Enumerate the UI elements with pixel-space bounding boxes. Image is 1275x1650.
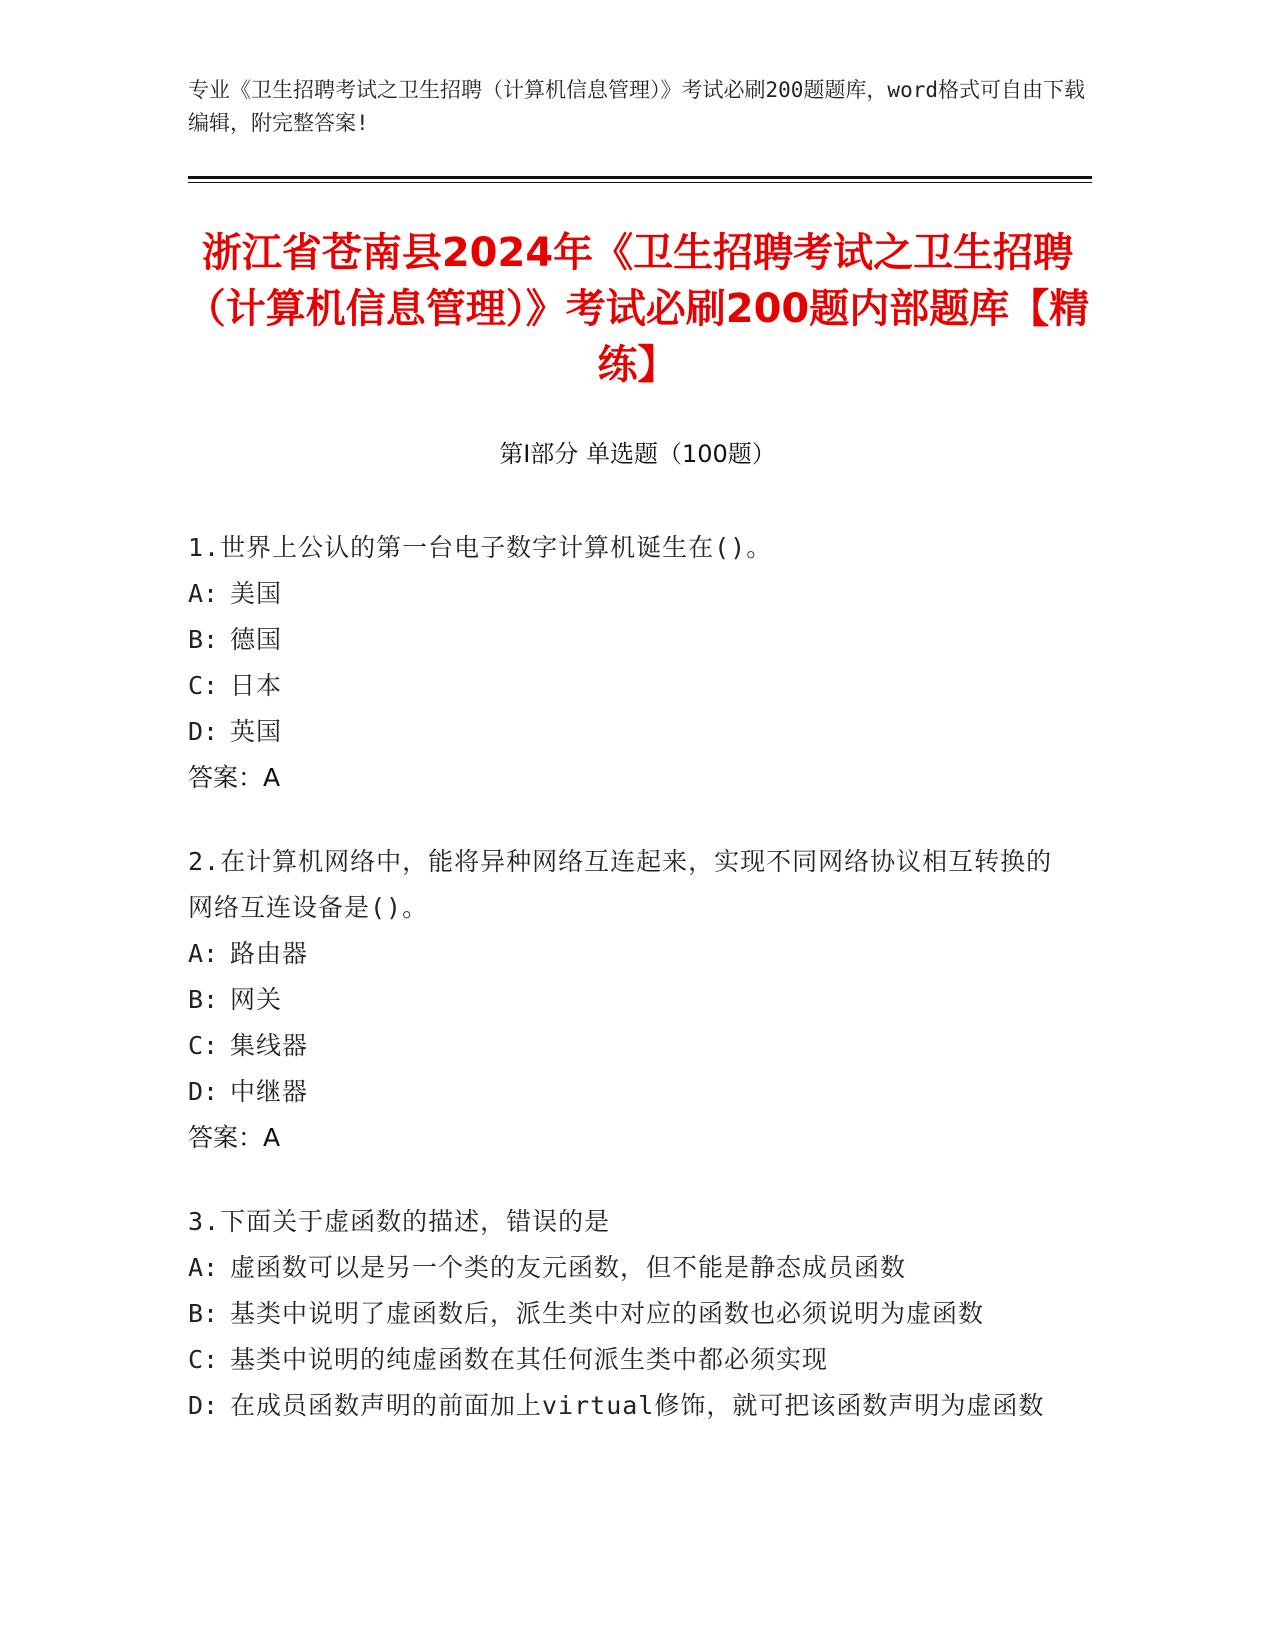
- question-stem: 3.下面关于虚函数的描述，错误的是: [188, 1207, 611, 1236]
- option-text: 虚函数可以是另一个类的友元函数，但不能是静态成员函数: [230, 1253, 907, 1282]
- option-letter: B:: [188, 1299, 219, 1328]
- option-c: [188, 663, 1068, 709]
- option-text: 网关: [230, 985, 283, 1014]
- option-text: 在成员函数声明的前面加上virtual修饰，就可把该函数声明为虚函数: [230, 1391, 1045, 1420]
- option-text: 基类中说明的纯虚函数在其任何派生类中都必须实现: [230, 1345, 829, 1374]
- option-text: 日本: [230, 671, 283, 700]
- section-title: 第I部分 单选题（100题）: [499, 440, 776, 468]
- header-divider-thick: [188, 176, 1092, 179]
- question-2: [188, 839, 1068, 1161]
- option-b: [188, 1291, 1068, 1337]
- option-a: [188, 931, 1068, 977]
- option-letter: B:: [188, 625, 219, 654]
- option-b: [188, 617, 1068, 663]
- option-text: 德国: [230, 625, 283, 654]
- document-title: 浙江省苍南县2024年《卫生招聘考试之卫生招聘（计算机信息管理）》考试必刷200题内部题库【精练】: [185, 230, 1090, 388]
- answer-line: 答案：A: [188, 763, 281, 792]
- option-letter: D:: [188, 1077, 219, 1106]
- question-stem: 2.在计算机网络中，能将异种网络互连起来，实现不同网络协议相互转换的网络互连设备是()。: [188, 847, 1053, 922]
- header-divider-thin: [188, 182, 1092, 183]
- option-a: [188, 571, 1068, 617]
- question-3: [188, 1199, 1068, 1429]
- option-letter: C:: [188, 1031, 219, 1060]
- option-letter: D:: [188, 1391, 219, 1420]
- option-a: [188, 1245, 1068, 1291]
- option-text: 美国: [230, 579, 283, 608]
- option-letter: C:: [188, 1345, 219, 1374]
- option-letter: C:: [188, 671, 219, 700]
- question-list: [188, 525, 1068, 1467]
- option-text: 基类中说明了虚函数后，派生类中对应的函数也必须说明为虚函数: [230, 1299, 985, 1328]
- option-b: [188, 977, 1068, 1023]
- option-c: [188, 1023, 1068, 1069]
- option-d: [188, 709, 1068, 755]
- answer-line: 答案：A: [188, 1123, 281, 1152]
- option-letter: B:: [188, 985, 219, 1014]
- option-letter: D:: [188, 717, 219, 746]
- option-text: 路由器: [230, 939, 309, 968]
- option-text: 英国: [230, 717, 283, 746]
- option-letter: A:: [188, 1253, 219, 1282]
- question-1: [188, 525, 1068, 801]
- option-text: 集线器: [230, 1031, 309, 1060]
- option-d: [188, 1069, 1068, 1115]
- question-stem: 1.世界上公认的第一台电子数字计算机诞生在()。: [188, 533, 773, 562]
- option-letter: A:: [188, 579, 219, 608]
- option-c: [188, 1337, 1068, 1383]
- header-note: 专业《卫生招聘考试之卫生招聘（计算机信息管理）》考试必刷200题题库，word格式可自由下载编辑，附完整答案!: [188, 78, 1085, 135]
- option-text: 中继器: [230, 1077, 309, 1106]
- option-letter: A:: [188, 939, 219, 968]
- option-d: [188, 1383, 1068, 1429]
